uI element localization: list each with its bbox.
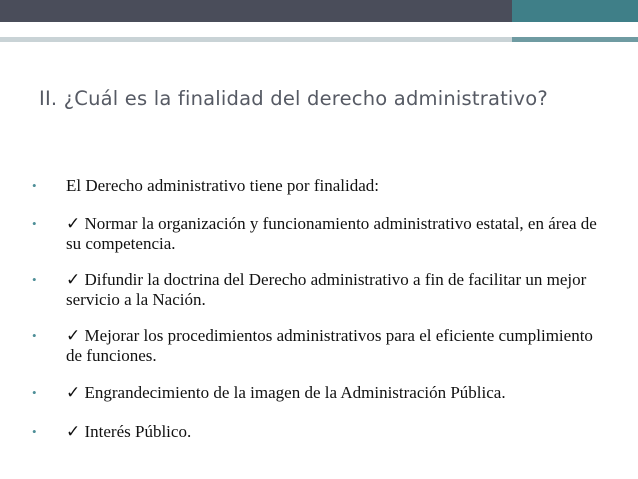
bullet-item — [30, 383, 610, 403]
bullet-item — [30, 422, 610, 442]
bullet-item — [30, 176, 610, 196]
bullet-item — [30, 214, 610, 254]
top-banner — [0, 0, 638, 22]
bullet-text: ✓ Difundir la doctrina del Derecho administrativo a fin de facilitar un mejor servicio a la Nación. — [66, 270, 587, 309]
banner-thin-line-accent — [512, 37, 638, 42]
banner-dark-segment — [0, 0, 512, 22]
bullet-dot-icon: • — [32, 272, 37, 287]
bullet-item — [30, 326, 610, 366]
bullet-text: ✓ Mejorar los procedimientos administrativos para el eficiente cumplimiento de funciones. — [66, 326, 593, 365]
bullet-dot-icon: • — [32, 216, 37, 231]
bullet-text: ✓ Interés Público. — [66, 422, 192, 441]
bullet-text: ✓ Normar la organización y funcionamiento administrativo estatal, en área de su competencia. — [66, 214, 597, 253]
slide-title: II. ¿Cuál es la finalidad del derecho administrativo? — [39, 87, 548, 110]
bullet-item — [30, 270, 610, 310]
bullet-dot-icon: • — [32, 385, 37, 400]
bullet-dot-icon: • — [32, 424, 37, 439]
banner-teal-segment — [512, 0, 638, 22]
bullet-text: El Derecho administrativo tiene por finalidad: — [66, 176, 379, 195]
bullet-dot-icon: • — [32, 178, 37, 193]
bullet-text: ✓ Engrandecimiento de la imagen de la Administración Pública. — [66, 383, 506, 402]
bullet-dot-icon: • — [32, 328, 37, 343]
